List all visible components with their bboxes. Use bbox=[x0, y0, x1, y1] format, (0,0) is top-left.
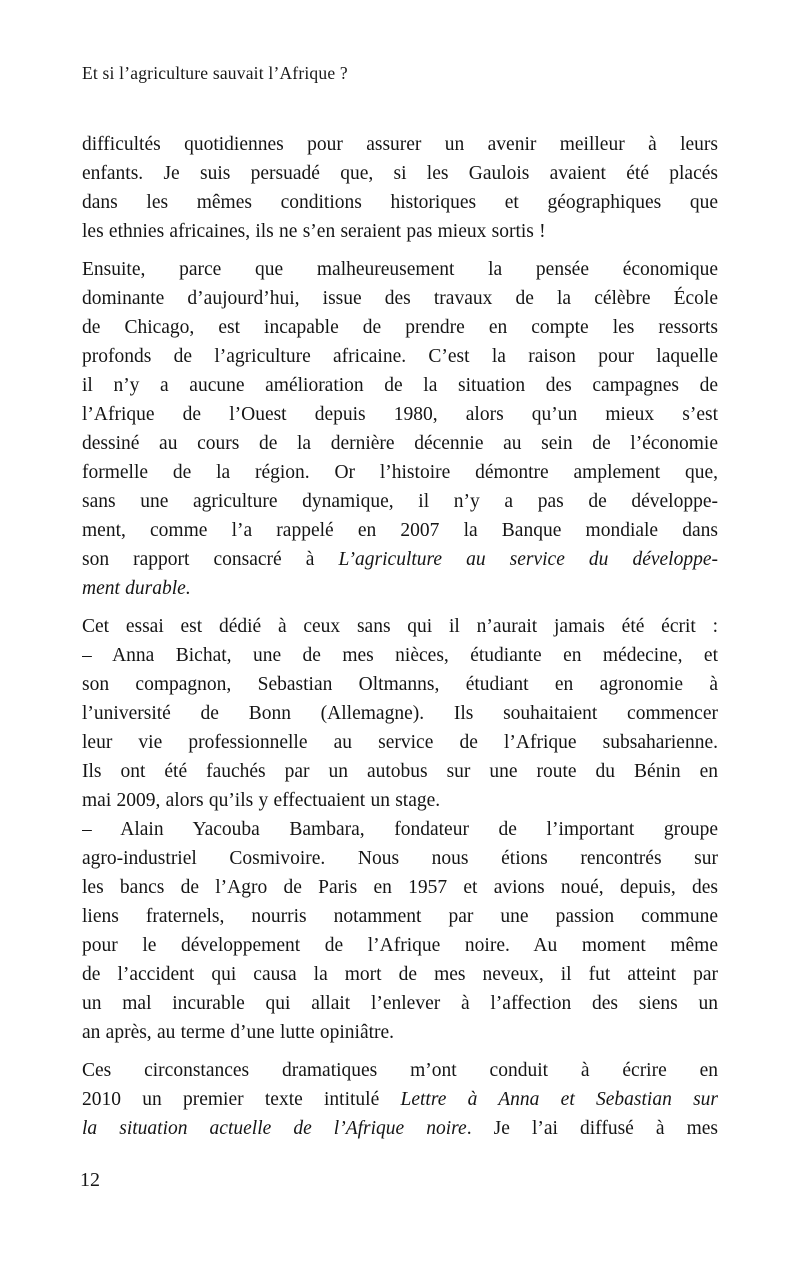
text-line: son compagnon, Sebastian Oltmanns, étudiant en agronomie à bbox=[82, 674, 718, 695]
page-number: 12 bbox=[80, 1169, 100, 1191]
text-line: profonds de l’agriculture africaine. C’est la raison pour laquelle bbox=[82, 346, 718, 367]
text-line: enfants. Je suis persuadé que, si les Gaulois avaient été placés bbox=[82, 163, 718, 184]
text-line: son rapport consacré à L’agriculture au service du développe- bbox=[82, 549, 718, 570]
text-line: la situation actuelle de l’Afrique noire. Je l’ai diffusé à mes bbox=[82, 1118, 718, 1139]
text-line: – Alain Yacouba Bambara, fondateur de l’important groupe bbox=[82, 819, 718, 840]
text-line: 2010 un premier texte intitulé Lettre à Anna et Sebastian sur bbox=[82, 1089, 718, 1110]
paragraph bbox=[82, 1056, 718, 1143]
text-line: il n’y a aucune amélioration de la situation des campagnes de bbox=[82, 375, 718, 396]
text-line: l’université de Bonn (Allemagne). Ils souhaitaient commencer bbox=[82, 703, 718, 724]
text-line: de Chicago, est incapable de prendre en compte les ressorts bbox=[82, 317, 718, 338]
text-line: Ils ont été fauchés par un autobus sur une route du Bénin en bbox=[82, 761, 718, 782]
text-line: dominante d’aujourd’hui, issue des travaux de la célèbre École bbox=[82, 288, 718, 309]
text-line: un mal incurable qui allait l’enlever à l’affection des siens un bbox=[82, 993, 718, 1014]
text-line: Ces circonstances dramatiques m’ont conduit à écrire en bbox=[82, 1060, 718, 1081]
paragraph bbox=[82, 255, 718, 603]
text-line: dans les mêmes conditions historiques et géographiques que bbox=[82, 192, 718, 213]
text-line: liens fraternels, nourris notamment par une passion commune bbox=[82, 906, 718, 927]
text-line: – Anna Bichat, une de mes nièces, étudiante en médecine, et bbox=[82, 645, 718, 666]
text-block bbox=[82, 130, 718, 1143]
text-line: formelle de la région. Or l’histoire démontre amplement que, bbox=[82, 462, 718, 483]
text-line: ment durable. bbox=[82, 578, 191, 599]
text-line: leur vie professionnelle au service de l’Afrique subsaharienne. bbox=[82, 732, 718, 753]
text-line: difficultés quotidiennes pour assurer un avenir meilleur à leurs bbox=[82, 134, 718, 155]
text-line: an après, au terme d’une lutte opiniâtre. bbox=[82, 1022, 395, 1043]
text-line: de l’accident qui causa la mort de mes neveux, il fut atteint par bbox=[82, 964, 718, 985]
text-line: mai 2009, alors qu’ils y effectuaient un stage. bbox=[82, 790, 441, 811]
text-line: dessiné au cours de la dernière décennie au sein de l’économie bbox=[82, 433, 718, 454]
paragraph bbox=[82, 612, 718, 1047]
paragraph bbox=[82, 130, 718, 246]
running-header: Et si l’agriculture sauvait l’Afrique ? bbox=[82, 63, 348, 83]
text-line: pour le développement de l’Afrique noire. Au moment même bbox=[82, 935, 718, 956]
text-line: Cet essai est dédié à ceux sans qui il n’aurait jamais été écrit : bbox=[82, 616, 718, 637]
text-line: agro-industriel Cosmivoire. Nous nous étions rencontrés sur bbox=[82, 848, 718, 869]
text-line: les ethnies africaines, ils ne s’en seraient pas mieux sortis ! bbox=[82, 221, 546, 242]
text-line: les bancs de l’Agro de Paris en 1957 et avions noué, depuis, des bbox=[82, 877, 718, 898]
text-line: sans une agriculture dynamique, il n’y a pas de développe- bbox=[82, 491, 718, 512]
text-line: Ensuite, parce que malheureusement la pensée économique bbox=[82, 259, 718, 280]
text-line: l’Afrique de l’Ouest depuis 1980, alors qu’un mieux s’est bbox=[82, 404, 718, 425]
text-line: ment, comme l’a rappelé en 2007 la Banque mondiale dans bbox=[82, 520, 718, 541]
